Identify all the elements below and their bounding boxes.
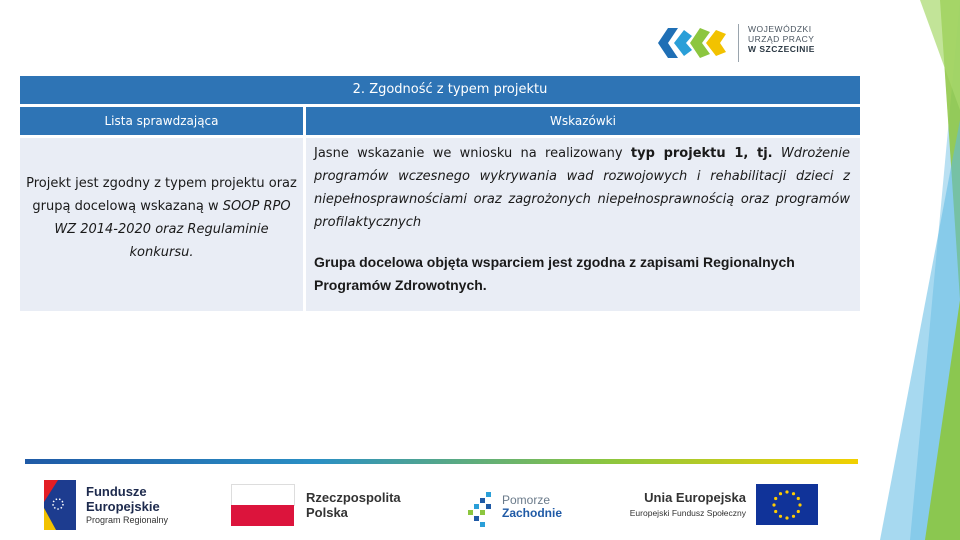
decorative-triangles — [850, 0, 960, 540]
wup-logo-mark-icon — [652, 18, 732, 68]
criterion-text-italic: SOOP RPO WZ 2014-2020 oraz Regulaminie konkursu. — [54, 199, 291, 260]
guidance-paragraph-1 — [314, 142, 850, 234]
logo-divider — [738, 24, 739, 62]
pomorze-zachodnie-mark-icon — [464, 486, 498, 530]
table-title: 2. Zgodność z typem projektu — [352, 82, 548, 97]
fe-line-2: Europejskie — [86, 499, 160, 514]
guidance-p1-normal: Jasne wskazanie we wniosku na realizowany — [314, 146, 631, 161]
table-title-bar — [20, 76, 860, 107]
footer-logos — [0, 470, 960, 540]
table-header-row — [20, 107, 860, 135]
polish-flag-red-icon — [231, 505, 294, 526]
rp-text — [306, 490, 401, 520]
ue-text — [630, 490, 746, 520]
ue-line-1: Unia Europejska — [644, 490, 746, 505]
guidance-p1-bold: typ projektu 1, tj. — [630, 146, 773, 161]
column-header-checklist: Lista sprawdzająca — [20, 107, 303, 135]
criterion-cell — [20, 138, 303, 311]
footer-gradient-line — [25, 459, 858, 464]
wup-logo-line-1: WOJEWÓDZKI — [748, 24, 812, 34]
column-header-guidance: Wskazówki — [306, 107, 860, 135]
guidance-p1-italic: Wdrożenie programów wczesnego wykrywania wad rozwojowych i rehabilitacji dzieci z niepełnosprawnościami oraz zagrożonych niepełnosprawnością oraz programów profilaktycznych — [314, 146, 851, 230]
pomorze-zachodnie-logo — [464, 480, 574, 536]
wup-logo-text — [748, 24, 815, 54]
eu-flag-icon — [756, 484, 818, 525]
pz-line-1: Pomorze — [502, 493, 551, 507]
rp-line-1: Rzeczpospolita — [306, 490, 401, 505]
checklist-table — [20, 76, 860, 311]
rzeczpospolita-polska-logo — [231, 484, 411, 528]
fundusze-europejskie-flag-icon — [44, 480, 76, 530]
unia-europejska-logo — [612, 480, 822, 536]
rp-line-2: Polska — [306, 505, 348, 520]
guidance-cell — [306, 138, 860, 311]
wup-logo-line-2: URZĄD PRACY — [748, 34, 815, 44]
guidance-paragraph-2: Grupa docelowa objęta wsparciem jest zgodna z zapisami Regionalnych Programów Zdrowotnych. — [314, 254, 795, 293]
wup-logo-line-3: W SZCZECINIE — [748, 44, 815, 54]
fe-line-1: Fundusze — [86, 484, 147, 499]
polish-flag-white-icon — [231, 484, 295, 506]
fe-line-3: Program Regionalny — [86, 515, 169, 525]
pz-line-2: Zachodnie — [502, 506, 563, 520]
wup-szczecin-logo — [652, 18, 832, 68]
criterion-text — [26, 172, 297, 264]
table-body-row — [20, 138, 860, 311]
pz-text — [502, 494, 562, 520]
fundusze-europejskie-logo — [44, 478, 184, 534]
criterion-text-normal: Projekt jest zgodny z typem projektu oraz grupą docelową wskazaną w — [26, 176, 297, 214]
fundusze-europejskie-text — [86, 484, 168, 527]
ue-line-2: Europejski Fundusz Społeczny — [629, 508, 746, 518]
